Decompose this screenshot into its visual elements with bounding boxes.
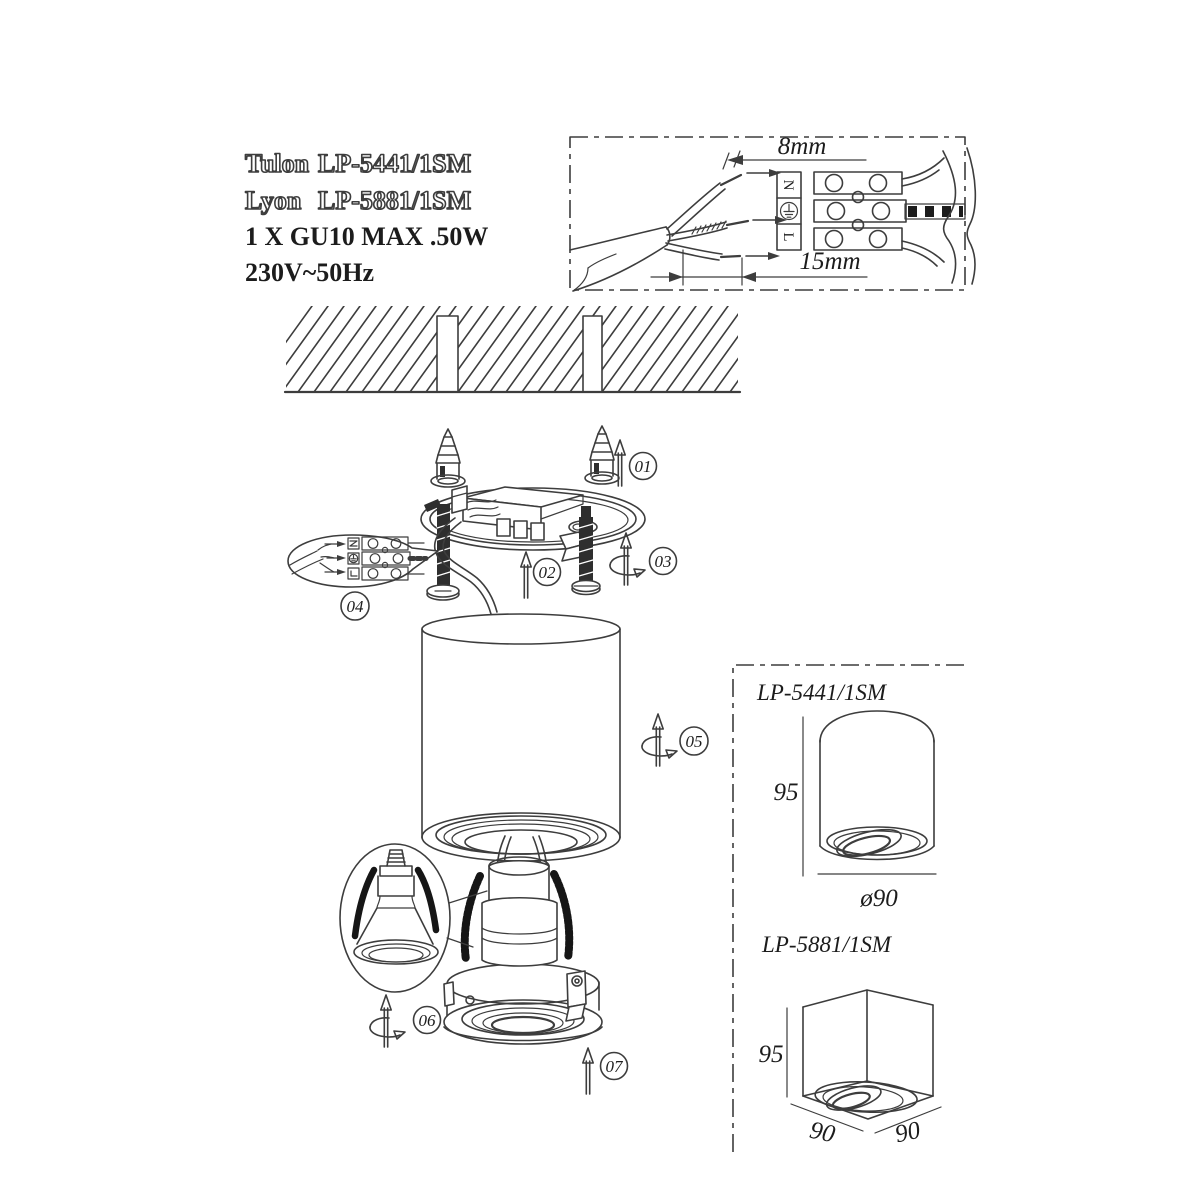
up-arrow-icon-07 — [583, 1048, 593, 1094]
step-06-label: 06 — [418, 1011, 436, 1030]
square-height-label: 95 — [758, 1041, 784, 1068]
terminal-block — [814, 172, 906, 250]
power-spec: 230V~50Hz — [245, 258, 375, 287]
step-04-badge — [341, 592, 369, 620]
step-02-label: 02 — [538, 563, 556, 582]
square-model-label: LP-5881/1SM — [762, 932, 892, 957]
cylinder-body — [422, 614, 620, 894]
strip-dimension-15mm — [651, 248, 867, 285]
terminal-l-label: L — [780, 232, 796, 242]
square-model-drawing — [759, 932, 942, 1148]
step-01-label: 01 — [634, 457, 652, 476]
rotate-arrow-icon-05 — [642, 714, 677, 766]
up-arrow-icon-02 — [521, 552, 531, 598]
step-05-label: 05 — [685, 732, 703, 751]
stripped-wires — [665, 169, 787, 260]
earth-icon — [781, 203, 798, 220]
step-07-badge — [601, 1053, 628, 1080]
ceiling-section — [250, 306, 792, 392]
wall-anchor-left — [431, 429, 465, 487]
lamp-spec: 1 X GU10 MAX .50W — [245, 222, 489, 251]
square-depth-label: 90 — [892, 1116, 923, 1149]
step-04-label: 04 — [346, 597, 364, 616]
strip-dimension-8mm — [723, 133, 866, 169]
dimension-panel — [733, 665, 969, 1152]
wall-plug-hole-left — [437, 316, 458, 392]
mounting-plate — [421, 486, 645, 561]
square-width-label: 90 — [807, 1116, 838, 1149]
wiring-callout-04 — [288, 535, 438, 587]
round-height-label: 95 — [773, 779, 799, 806]
strip-top-label: 8mm — [777, 133, 827, 160]
round-diameter-label: ø90 — [860, 885, 898, 912]
terminal-n-label: N — [780, 179, 796, 191]
step-06-badge — [414, 1007, 441, 1034]
step-02-badge — [534, 559, 561, 586]
product-line-1 — [245, 149, 471, 178]
wall-plug-hole-right — [583, 316, 602, 392]
step-05-badge — [680, 727, 708, 755]
round-model-label: LP-5441/1SM — [757, 680, 887, 705]
lamp-holder — [482, 857, 557, 966]
mains-cable — [570, 227, 670, 291]
ceiling-hatching — [250, 306, 792, 392]
title-block — [245, 149, 488, 287]
brand-name: Tulon — [245, 149, 310, 178]
round-model-drawing — [756, 680, 936, 912]
model-number: LP-5441/1SM — [318, 149, 472, 178]
rotate-arrow-icon-06 — [370, 995, 405, 1047]
lamp-module — [340, 844, 628, 1094]
up-arrow-icon-01 — [615, 440, 625, 486]
step-01-badge — [630, 453, 657, 480]
wall-anchor-right — [585, 426, 619, 484]
step-03-label: 03 — [654, 552, 672, 571]
assembly-diagram — [288, 426, 677, 620]
product-line-2 — [245, 186, 471, 215]
brand-name: Lyon — [245, 186, 302, 215]
model-number: LP-5881/1SM — [318, 186, 472, 215]
step-03-badge — [650, 548, 677, 575]
terminal-marking-strip — [777, 172, 801, 250]
step-07-label: 07 — [605, 1057, 623, 1076]
strip-bottom-label: 15mm — [799, 248, 861, 275]
wiring-detail-box — [570, 133, 975, 291]
